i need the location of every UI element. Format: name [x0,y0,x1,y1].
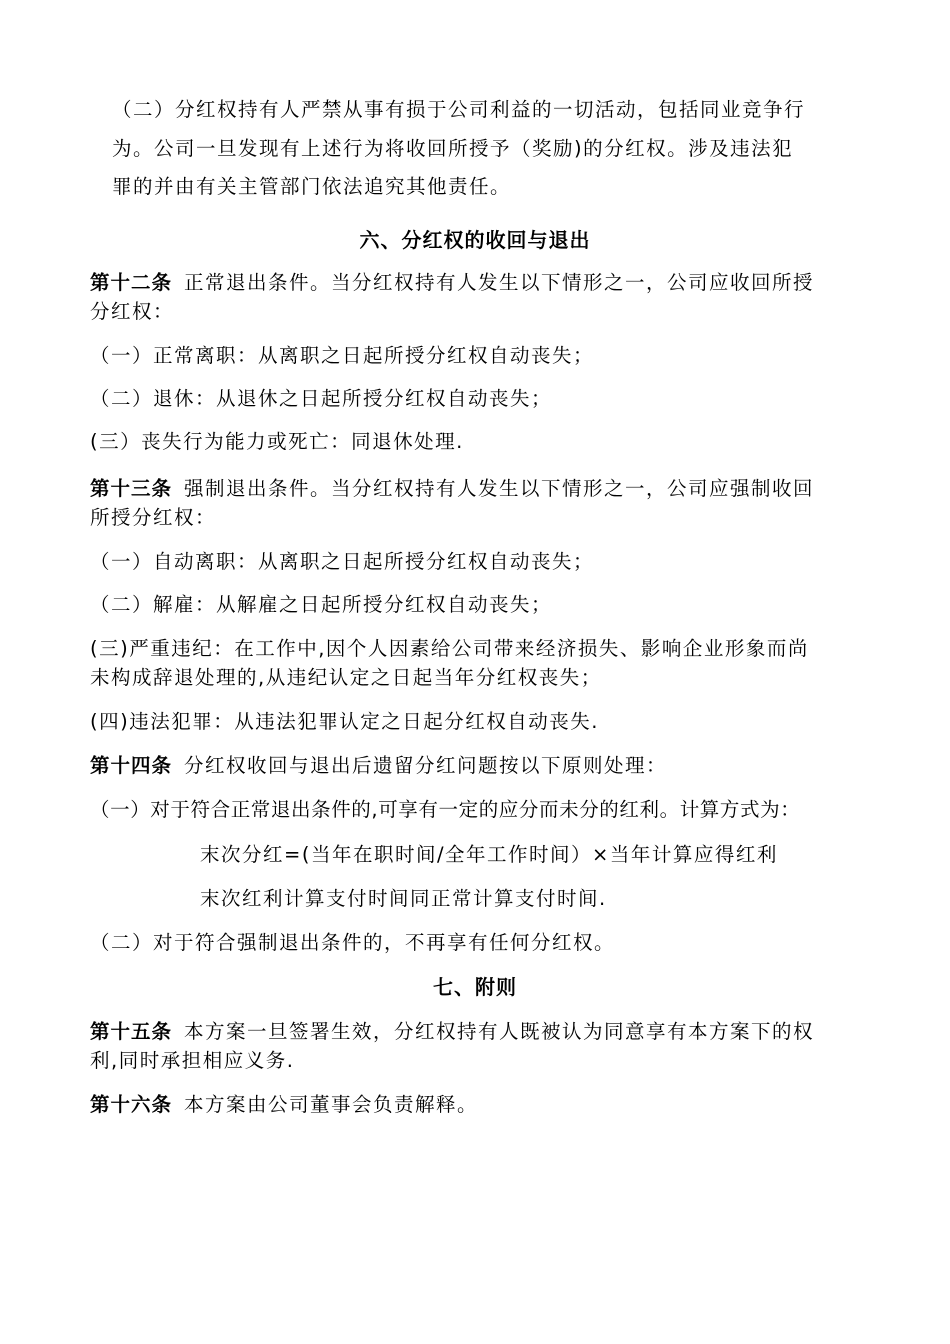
intro-line-3: 罪的并由有关主管部门依法追究其他责任。 [112,175,512,198]
article-16-line-1 [90,1090,870,1120]
article-13-label: 第十三条 [90,477,173,500]
article-13-item-4: (四)违法犯罪：从违法犯罪认定之日起分红权自动丧失. [90,710,599,733]
section-7-heading: 七、附则 [433,975,517,999]
article-13-item-1: （一）自动离职：从离职之日起所授分红权自动丧失； [90,550,595,573]
intro-line-2: 为。公司一旦发现有上述行为将收回所授予（奖励)的分红权。涉及违法犯 [112,137,794,160]
article-14-text-1: 分红权收回与退出后遗留分红问题按以下原则处理： [184,754,668,777]
article-13-line-2: 所授分红权： [90,506,217,529]
article-14-label: 第十四条 [90,754,173,777]
intro-line-1: （二）分红权持有人严禁从事有损于公司利益的一切活动，包括同业竞争行 [112,98,806,121]
section-6-heading: 六、分红权的收回与退出 [359,228,591,252]
article-12-item-3: (三）丧失行为能力或死亡：同退休处理. [90,430,464,453]
article-13-line-1 [90,474,870,504]
article-14-line-1 [90,751,870,781]
article-14-item-2: （二）对于符合强制退出条件的，不再享有任何分红权。 [90,931,616,954]
article-13-text-1: 强制退出条件。当分红权持有人发生以下情形之一，公司应强制收回 [184,477,815,500]
article-15-label: 第十五条 [90,1020,173,1043]
article-15-text-1: 本方案一旦签署生效，分红权持有人既被认为同意享有本方案下的权 [184,1020,815,1043]
article-12-item-1: （一）正常离职：从离职之日起所授分红权自动丧失； [90,344,595,367]
article-16-text-1: 本方案由公司董事会负责解释。 [184,1093,479,1116]
article-12-label: 第十二条 [90,271,173,294]
article-14-formula-2: 末次红利计算支付时间同正常计算支付时间. [200,887,607,910]
article-13-item-3-cont: 未构成辞退处理的,从违纪认定之日起当年分红权丧失； [90,666,602,689]
article-12-line-2: 分红权： [90,300,175,323]
article-16-label: 第十六条 [90,1093,173,1116]
article-12-item-2: （二）退休：从退休之日起所授分红权自动丧失； [90,387,553,410]
article-14-item-1: （一）对于符合正常退出条件的,可享有一定的应分而未分的红利。计算方式为： [90,798,801,821]
article-12-line-1 [90,268,870,298]
article-15-line-1 [90,1017,870,1047]
article-13-item-2: （二）解雇：从解雇之日起所授分红权自动丧失； [90,593,553,616]
article-14-formula-1: 末次分红=(当年在职时间/全年工作时间）×当年计算应得红利 [200,843,778,866]
article-13-item-3: (三)严重违纪：在工作中,因个人因素给公司带来经济损失、影响企业形象而尚 [90,637,809,660]
article-12-text-1: 正常退出条件。当分红权持有人发生以下情形之一，公司应收回所授 [184,271,815,294]
article-15-line-2: 利,同时承担相应义务. [90,1049,295,1072]
